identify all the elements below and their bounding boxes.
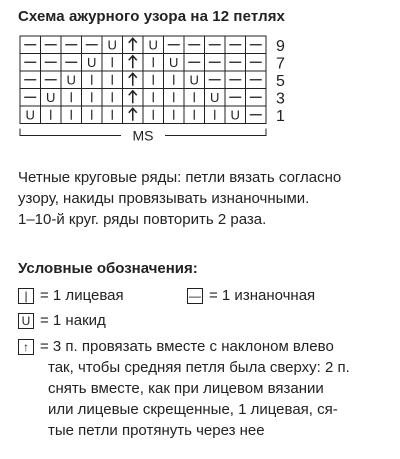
yarn-over-symbol-icon: U [18, 313, 34, 329]
yarn-over-symbol-icon: U [107, 37, 117, 53]
legend-knit-text: = 1 лицевая [40, 287, 124, 304]
repeat-bracket [20, 129, 121, 136]
legend-purl-text: = 1 изнаночная [209, 287, 316, 304]
legend-decrease [18, 336, 393, 441]
chart-title: Схема ажурного узора на 12 петлях [18, 8, 286, 25]
legend-knit [18, 287, 124, 304]
legend-purl [187, 287, 315, 304]
yarn-over-symbol-icon: U [148, 37, 158, 53]
description-line: узору, накиды провязывать изнаночными. [18, 190, 310, 207]
description-line: 1–10-й круг. ряды повторить 2 раза. [18, 211, 267, 228]
knitting-chart [0, 0, 400, 165]
row-number: 9 [276, 37, 285, 55]
legend-decrease-line: тые петли протянуть через нее [48, 422, 265, 439]
legend-decrease-line: или лицевые скрещенные, 1 лицевая, ся- [48, 401, 338, 418]
knit-symbol-icon: | [18, 288, 34, 304]
repeat-label: MS [132, 127, 154, 144]
legend-yo [18, 312, 106, 329]
description-line: Четные круговые ряды: петли вязать согласно [18, 169, 342, 186]
decrease-arrow-icon: ↑ [18, 339, 34, 355]
legend-decrease-line: = 3 п. провязать вместе с наклоном влево [40, 338, 334, 355]
yarn-over-symbol-icon: U [210, 89, 220, 105]
row-number: 3 [276, 90, 285, 108]
yarn-over-symbol-icon: U [189, 72, 199, 88]
description [18, 167, 388, 230]
yarn-over-symbol-icon: U [169, 54, 179, 70]
yarn-over-symbol-icon: U [230, 107, 240, 123]
repeat-bracket [165, 129, 266, 136]
legend-decrease-line: снять вместе, как при лицевом вязании [48, 380, 324, 397]
row-number: 7 [276, 55, 285, 73]
row-number: 5 [276, 72, 285, 90]
yarn-over-symbol-icon: U [66, 72, 76, 88]
yarn-over-symbol-icon: U [87, 54, 97, 70]
purl-symbol-icon: — [189, 288, 201, 303]
yarn-over-symbol-icon: U [25, 107, 35, 123]
yarn-over-symbol-icon: U [46, 89, 56, 105]
legend-decrease-line: так, чтобы средняя петля была сверху: 2 п. [48, 359, 350, 376]
legend-title: Условные обозначения: [18, 260, 198, 277]
legend-yo-text: = 1 накид [40, 312, 106, 329]
row-number: 1 [276, 107, 285, 125]
